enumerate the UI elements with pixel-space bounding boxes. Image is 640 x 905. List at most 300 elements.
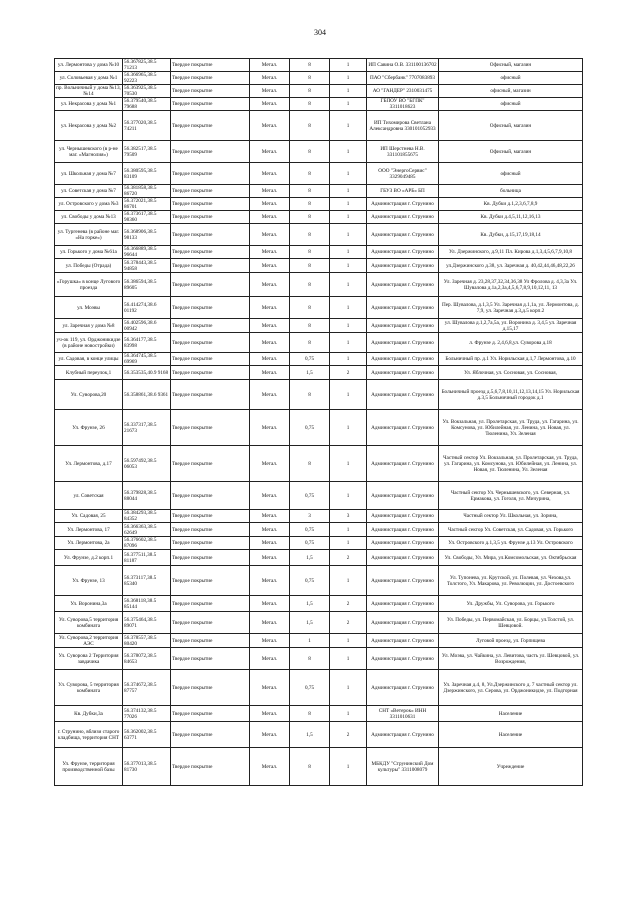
table-row	[55, 141, 583, 163]
coordinates-cell: 56.353535,40.9 9168	[123, 366, 171, 380]
waste-source-cell: больница	[439, 185, 583, 198]
address-cell: ул. Горького у дома №61а	[55, 246, 123, 259]
address-cell: ул. Некрасова у дома №1	[55, 98, 123, 111]
coverage-cell: Твердое покрытие	[171, 634, 250, 648]
container-count-cell: 1	[330, 273, 367, 297]
container-count-cell: 1	[330, 353, 367, 366]
area-cell: 8	[290, 706, 330, 722]
address-cell: ул. Некрасова у дома №2	[55, 111, 123, 141]
material-cell: Метал.	[250, 98, 290, 111]
waste-source-cell: Пер. Шувалова, д.1,3,5 Ул. Заречная д.1,1а, ул. Лермонтова, д. 7,9, ул. Заречная д.3,д.5 корп.2	[439, 297, 583, 319]
area-cell: 8	[290, 211, 330, 224]
material-cell: Метал.	[250, 297, 290, 319]
table-row	[55, 706, 583, 722]
material-cell: Метал.	[250, 410, 290, 446]
material-cell: Метал.	[250, 722, 290, 748]
table-row	[55, 550, 583, 566]
waste-source-cell: Кв. Дубки д.1,2,3,6,7,8,9	[439, 198, 583, 211]
table-row	[55, 297, 583, 319]
area-cell: 8	[290, 198, 330, 211]
owner-cell: Администрация г. Струнино	[367, 198, 439, 211]
coverage-cell: Твердое покрытие	[171, 482, 250, 510]
coverage-cell: Твердое покрытие	[171, 259, 250, 273]
coverage-cell: Твердое покрытие	[171, 141, 250, 163]
coverage-cell: Твердое покрытие	[171, 273, 250, 297]
waste-source-cell: Офисный, магазин	[439, 141, 583, 163]
owner-cell: Администрация г. Струнино	[367, 446, 439, 482]
waste-source-cell: Больничный проезд д.5,6,7,8,10,11,12,13,14,15 Ул. Норильская д.3,5 Больничный городок д.1	[439, 380, 583, 410]
waste-source-cell: офисный	[439, 163, 583, 185]
area-cell: 8	[290, 246, 330, 259]
coverage-cell: Твердое покрытие	[171, 523, 250, 537]
material-cell: Метал.	[250, 163, 290, 185]
table-row	[55, 446, 583, 482]
container-count-cell: 1	[330, 297, 367, 319]
area-cell: 8	[290, 380, 330, 410]
address-cell: Ул. Суворова,20	[55, 380, 123, 410]
table-row	[55, 185, 583, 198]
table-row	[55, 98, 583, 111]
owner-cell: Администрация г. Струнино	[367, 612, 439, 634]
address-cell: ул. Тургенева (в районе маг. «На горке»)	[55, 224, 123, 246]
coordinates-cell: 56.374672,38.5 87757	[123, 670, 171, 706]
area-cell: 8	[290, 648, 330, 670]
table-row	[55, 596, 583, 612]
area-cell: 0,75	[290, 537, 330, 550]
area-cell: 8	[290, 85, 330, 98]
material-cell: Метал.	[250, 634, 290, 648]
container-count-cell: 1	[330, 333, 367, 353]
address-cell: Ул. Суворова,2 территория АЭС	[55, 634, 123, 648]
container-count-cell: 1	[330, 380, 367, 410]
address-cell: Ул. Садовая, 25	[55, 510, 123, 523]
coordinates-cell: 56.377020,38.5 74211	[123, 111, 171, 141]
address-cell: Ул. Фрунзе, территория производственной базы	[55, 748, 123, 786]
area-cell: 8	[290, 333, 330, 353]
waste-source-cell: Больничный пр. д.1 Ул. Норильская д.1,7 Лермонтова, д.10	[439, 353, 583, 366]
table-row	[55, 333, 583, 353]
container-count-cell: 1	[330, 634, 367, 648]
owner-cell: Администрация г. Струнино	[367, 566, 439, 596]
coverage-cell: Твердое покрытие	[171, 410, 250, 446]
coverage-cell: Твердое покрытие	[171, 550, 250, 566]
coordinates-cell: 56.368118,38.5 85144	[123, 596, 171, 612]
area-cell: 8	[290, 141, 330, 163]
table-row	[55, 246, 583, 259]
container-count-cell: 1	[330, 537, 367, 550]
area-cell: 1,5	[290, 722, 330, 748]
table-row	[55, 482, 583, 510]
coverage-cell: Твердое покрытие	[171, 333, 250, 353]
material-cell: Метал.	[250, 537, 290, 550]
waste-source-cell: Ул. Победы, ул. Первомайская, ул. Борцы, ул.Толстой, ул. Шевцовой.	[439, 612, 583, 634]
container-count-cell: 1	[330, 446, 367, 482]
area-cell: 8	[290, 185, 330, 198]
area-cell: 1,5	[290, 366, 330, 380]
coordinates-cell: 56.374132,38.5 77026	[123, 706, 171, 722]
material-cell: Метал.	[250, 246, 290, 259]
table-row	[55, 748, 583, 786]
table-row	[55, 523, 583, 537]
coordinates-cell: 56.381858,38.5 86720	[123, 185, 171, 198]
material-cell: Метал.	[250, 748, 290, 786]
address-cell: г. Струнино, вблизи старого кладбища, территория СНТ	[55, 722, 123, 748]
container-count-cell: 1	[330, 224, 367, 246]
coverage-cell: Твердое покрытие	[171, 319, 250, 333]
table-row	[55, 85, 583, 98]
address-cell: ул. Советская у дома №7	[55, 185, 123, 198]
address-cell: Ул. Лермонтова, д.17	[55, 446, 123, 482]
coverage-cell: Твердое покрытие	[171, 163, 250, 185]
container-count-cell: 1	[330, 670, 367, 706]
container-count-cell: 1	[330, 259, 367, 273]
material-cell: Метал.	[250, 273, 290, 297]
coordinates-cell: 56.378557,38.5 80420	[123, 634, 171, 648]
coordinates-cell: 56.364177,38.5 83998	[123, 333, 171, 353]
owner-cell: Администрация г. Струнино	[367, 333, 439, 353]
coordinates-cell: 56.376602,38.5 87096	[123, 537, 171, 550]
table-row	[55, 319, 583, 333]
table-row	[55, 510, 583, 523]
waste-source-cell: Офисный, магазин	[439, 111, 583, 141]
waste-source-cell: Частный сектор Ул. Школьная, ул. Зорина,	[439, 510, 583, 523]
waste-source-cell: Частный сектор Ул. Чернышевского, ул. Северная, ул. Ермакова, ул. Гоголя, ул. Мичурина,	[439, 482, 583, 510]
waste-source-cell: л. Фрунзе д. 2,4,6,8,ул. Суворова д.18	[439, 333, 583, 353]
container-count-cell: 1	[330, 85, 367, 98]
coordinates-cell: 56.362002,38.5 63771	[123, 722, 171, 748]
owner-cell: Администрация г. Струнино	[367, 634, 439, 648]
owner-cell: Администрация г. Струнино	[367, 523, 439, 537]
coverage-cell: Твердое покрытие	[171, 612, 250, 634]
table-row	[55, 72, 583, 85]
waste-source-cell: Население	[439, 706, 583, 722]
owner-cell: Администрация г. Струнино	[367, 319, 439, 333]
coverage-cell: Твердое покрытие	[171, 446, 250, 482]
container-count-cell: 1	[330, 59, 367, 72]
waste-source-cell: Ул. Заречная д.4, 8, Ул.Дзержинского д. 7 частный сектор ул. Дзержинского, ул. Серова, ул. Орджоникидзе, ул. Подгорная	[439, 670, 583, 706]
table-row	[55, 224, 583, 246]
address-cell: ул. Соловьевая у дома №1	[55, 72, 123, 85]
owner-cell: Администрация г. Струнино	[367, 550, 439, 566]
coverage-cell: Твердое покрытие	[171, 510, 250, 523]
table-row	[55, 670, 583, 706]
table-row	[55, 537, 583, 550]
waste-source-cell: ул.Дзержинского д.38, ул. Заречная д. 40,42,44,46,48,22,26	[439, 259, 583, 273]
table-row	[55, 273, 583, 297]
owner-cell: Администрация г. Струнино	[367, 537, 439, 550]
owner-cell: Администрация г. Струнино	[367, 211, 439, 224]
coverage-cell: Твердое покрытие	[171, 722, 250, 748]
owner-cell: Администрация г. Струнино	[367, 297, 439, 319]
coverage-cell: Твердое покрытие	[171, 670, 250, 706]
container-count-cell: 1	[330, 748, 367, 786]
table-row	[55, 111, 583, 141]
table-row	[55, 566, 583, 596]
container-count-cell: 1	[330, 98, 367, 111]
coordinates-cell: 56.375464,38.5 89071	[123, 612, 171, 634]
container-count-cell: 1	[330, 111, 367, 141]
coordinates-cell: 56.366363,38.5 62649	[123, 523, 171, 537]
waste-source-cell: офисный	[439, 98, 583, 111]
container-count-cell: 2	[330, 596, 367, 612]
coordinates-cell: 56.366965,38.5 92223	[123, 72, 171, 85]
area-cell: 0,75	[290, 353, 330, 366]
waste-source-cell: Ул. Свободы, Ул. Мира, ул.Комсомольская, ул. Октябрьская	[439, 550, 583, 566]
coordinates-cell: 56.378443,38.5 94858	[123, 259, 171, 273]
waste-source-cell: Кв. Дубки д.4,5,11,12,16,13	[439, 211, 583, 224]
table-row	[55, 259, 583, 273]
area-cell: 8	[290, 111, 330, 141]
address-cell: Ул. Воронина,3а	[55, 596, 123, 612]
owner-cell: Администрация г. Струнино	[367, 670, 439, 706]
coordinates-cell: 56.379540,38.5 79688	[123, 98, 171, 111]
owner-cell: ИП Тихомирова Светлана Александровна 330101052933	[367, 111, 439, 141]
waste-source-cell: Кв. Дубки, д.15,17,19,18,14	[439, 224, 583, 246]
coordinates-cell: 56.364745,38.5 69969	[123, 353, 171, 366]
owner-cell: Администрация г. Струнино	[367, 722, 439, 748]
table-row	[55, 198, 583, 211]
waste-source-cell: Ул. Яблочная, ул. Сосновая, ул. Сосновая,	[439, 366, 583, 380]
container-count-cell: 1	[330, 246, 367, 259]
material-cell: Метал.	[250, 333, 290, 353]
coverage-cell: Твердое покрытие	[171, 353, 250, 366]
address-cell: ул. Чернышевского (в р-не маг. «Магнолия»)	[55, 141, 123, 163]
address-cell: Ул. Фрунзе, 13	[55, 566, 123, 596]
coordinates-cell: 56.384293,38.5 84352	[123, 510, 171, 523]
area-cell: 0,75	[290, 566, 330, 596]
area-cell: 8	[290, 72, 330, 85]
area-cell: 8	[290, 59, 330, 72]
coordinates-cell: 56.378072,38.5 84653	[123, 648, 171, 670]
container-count-cell: 1	[330, 211, 367, 224]
coverage-cell: Твердое покрытие	[171, 537, 250, 550]
coverage-cell: Твердое покрытие	[171, 297, 250, 319]
coordinates-cell: 56.597492,38.5 06053	[123, 446, 171, 482]
table-row	[55, 648, 583, 670]
waste-source-cell: офисный, магазин	[439, 85, 583, 98]
waste-source-cell: Ул. Дзержинского, д.9,11 Пл. Кирова д.1,3,4,5,6,7,9,10,8	[439, 246, 583, 259]
table-row	[55, 722, 583, 748]
material-cell: Метал.	[250, 523, 290, 537]
material-cell: Метал.	[250, 706, 290, 722]
address-cell: ул. Заречная у дома №8	[55, 319, 123, 333]
area-cell: 3	[290, 510, 330, 523]
address-cell: ул. Свободы у дома №13	[55, 211, 123, 224]
address-cell: ул. Лермонтова у дома №10	[55, 59, 123, 72]
waste-source-cell: Население	[439, 722, 583, 748]
address-cell: Ул. Лермонтова, 2а	[55, 537, 123, 550]
material-cell: Метал.	[250, 353, 290, 366]
area-cell: 8	[290, 446, 330, 482]
waste-source-cell: Частный сектор Ул. Советская, ул. Садовая, ул. Горького	[439, 523, 583, 537]
material-cell: Метал.	[250, 111, 290, 141]
coordinates-cell: 56.402596,38.6 00942	[123, 319, 171, 333]
area-cell: 0,75	[290, 670, 330, 706]
coverage-cell: Твердое покрытие	[171, 566, 250, 596]
area-cell: 1	[290, 634, 330, 648]
table-body	[55, 59, 583, 786]
owner-cell: Администрация г. Струнино	[367, 596, 439, 612]
material-cell: Метал.	[250, 510, 290, 523]
owner-cell: ИП Савина О.В. 331100136702	[367, 59, 439, 72]
coordinates-cell: 56.373617,38.5 98360	[123, 211, 171, 224]
material-cell: Метал.	[250, 648, 290, 670]
coordinates-cell: 56.414274,38.6 01192	[123, 297, 171, 319]
container-count-cell: 2	[330, 612, 367, 634]
waste-source-cell: Частный сектор Ул. Вокзальная, ул. Пролетарская, ул. Труда, ул. Гагарина, ул. Комсунова, ул. Юбилейная, ул. Ленина, ул. Новая, ул. Тюленина, Ул. Зеленая	[439, 446, 583, 482]
owner-cell: Администрация г. Струнино	[367, 353, 439, 366]
page-number: 304	[314, 28, 326, 37]
coordinates-cell: 56.386594,38.5 89605	[123, 273, 171, 297]
material-cell: Метал.	[250, 141, 290, 163]
area-cell: 8	[290, 98, 330, 111]
coverage-cell: Твердое покрытие	[171, 185, 250, 198]
address-cell: ул. Победы (Отрада)	[55, 259, 123, 273]
area-cell: 0,75	[290, 523, 330, 537]
address-cell: Клубный переулок,1	[55, 366, 123, 380]
waste-source-cell: Ул. Вокзальная, ул. Пролетарская, ул. Труда, ул. Гагарина, ул. Комсунова, ул. Юбилейная, ул. Ленина, ул. Новая, ул. Тюленина, Ул. Зеленая	[439, 410, 583, 446]
coordinates-cell: 56.377511,38.5 81187	[123, 550, 171, 566]
container-count-cell: 1	[330, 163, 367, 185]
table-row	[55, 59, 583, 72]
container-count-cell: 1	[330, 706, 367, 722]
owner-cell: Администрация г. Струнино	[367, 482, 439, 510]
area-cell: 0,75	[290, 482, 330, 510]
table-row	[55, 211, 583, 224]
area-cell: 8	[290, 319, 330, 333]
coordinates-cell: 56.372021,38.5 86701	[123, 198, 171, 211]
address-cell: пр. Вольничный у дома №13, №14	[56, 85, 121, 97]
coordinates-cell: 56.367825,38.5 71213	[123, 59, 171, 72]
owner-cell: Администрация г. Струнино	[367, 510, 439, 523]
waste-source-cell: Ул. Заречная д. 23,28,37,32,34,36,38 Ул Фролова д. 4,3,3а Ул. Шувалова д.1а,2,3а,4,5,6,7,8,9,10,12,11, 13	[439, 273, 583, 297]
material-cell: Метал.	[250, 198, 290, 211]
owner-cell: ГБУЗ ВО «АРБ» БП	[367, 185, 439, 198]
material-cell: Метал.	[250, 366, 290, 380]
coverage-cell: Твердое покрытие	[171, 380, 250, 410]
area-cell: 1,5	[290, 550, 330, 566]
address-cell: Кв. Дубки,3а	[55, 706, 123, 722]
owner-cell: Администрация г. Струнино	[367, 648, 439, 670]
container-count-cell: 1	[330, 185, 367, 198]
waste-source-cell: Учреждение	[439, 748, 583, 786]
waste-source-cell: офисный	[439, 72, 583, 85]
waste-source-cell: Ул. Тупонева, ул. Крутской, ул. Полевая, ул. Чехова,ул. Толстого, Ул. Макарова, ул. Революции, ул. Достоевского	[439, 566, 583, 596]
owner-cell: Администрация г. Струнино	[367, 259, 439, 273]
address-cell: ул. Школьная у дома №7	[55, 163, 123, 185]
waste-source-cell: Ул. Островского д.1,3,5 ул. Фрунзе д.13 Ул. Островского	[439, 537, 583, 550]
area-cell: 8	[290, 259, 330, 273]
material-cell: Метал.	[250, 319, 290, 333]
area-cell: 8	[290, 748, 330, 786]
area-cell: 8	[290, 163, 330, 185]
coverage-cell: Твердое покрытие	[171, 59, 250, 72]
waste-source-cell: ул. Шувалова д.1,2,7а,5а, ул. Воронина д. 3,4,5 ул. Заречная д.15,17	[439, 319, 583, 333]
table-row	[55, 634, 583, 648]
address-cell: Ул. Лермонтова, 17	[55, 523, 123, 537]
container-count-cell: 1	[330, 198, 367, 211]
material-cell: Метал.	[250, 596, 290, 612]
coverage-cell: Твердое покрытие	[171, 98, 250, 111]
address-cell: ул. Советская	[55, 482, 123, 510]
material-cell: Метал.	[250, 566, 290, 596]
container-count-cell: 1	[330, 482, 367, 510]
waste-source-cell: Ул. Дружбы, Ул. Суворова, ул. Горького	[439, 596, 583, 612]
owner-cell: СНТ «Ветерок» ИНН 3311010631	[367, 706, 439, 722]
address-cell: Ул. Фрунзе, 26	[55, 410, 123, 446]
table-row	[55, 410, 583, 446]
owner-cell: Администрация г. Струнино	[367, 273, 439, 297]
waste-source-cell: Офисный, магазин	[439, 59, 583, 72]
coordinates-cell: 56.366889,38.5 96644	[123, 246, 171, 259]
owner-cell: ИП Шерстнева Н.В. 331101855675	[367, 141, 439, 163]
owner-cell: ООО "ЭнергоСервис" 3329049485	[367, 163, 439, 185]
material-cell: Метал.	[250, 550, 290, 566]
container-count-cell: 1	[330, 410, 367, 446]
material-cell: Метал.	[250, 612, 290, 634]
address-cell: уч-ок 119, ул. Орджоникидзе (в районе новостройки)	[55, 333, 123, 353]
address-cell: Ул. Суворова, 5 территория комбината	[55, 670, 123, 706]
material-cell: Метал.	[250, 446, 290, 482]
area-cell: 1,5	[290, 612, 330, 634]
table-row	[55, 380, 583, 410]
coverage-cell: Твердое покрытие	[171, 198, 250, 211]
material-cell: Метал.	[250, 482, 290, 510]
container-count-cell: 1	[330, 141, 367, 163]
area-cell: 8	[290, 224, 330, 246]
material-cell: Метал.	[250, 211, 290, 224]
coordinates-cell: 56.377013,38.5 81730	[123, 748, 171, 786]
material-cell: Метал.	[250, 670, 290, 706]
coordinates-cell: 56.337317,38.5 21673	[123, 410, 171, 446]
address-cell: ул. Островского у дома №3	[55, 198, 123, 211]
coordinates-cell: 56.380595,38.5 83109	[123, 163, 171, 185]
owner-cell: Администрация г. Струнино	[367, 366, 439, 380]
owner-cell: Администрация г. Струнино	[367, 380, 439, 410]
container-count-cell: 2	[330, 366, 367, 380]
container-sites-table	[54, 58, 583, 786]
container-count-cell: 1	[330, 72, 367, 85]
container-count-cell: 2	[330, 550, 367, 566]
coverage-cell: Твердое покрытие	[171, 224, 250, 246]
container-count-cell: 1	[330, 523, 367, 537]
area-cell: 1,5	[290, 596, 330, 612]
material-cell: Метал.	[250, 59, 290, 72]
waste-source-cell: Луговой проезд, ул. Горпищева	[439, 634, 583, 648]
owner-cell: Администрация г. Струнино	[367, 224, 439, 246]
owner-cell: ПАО "Сбербанк" 7707083893	[367, 72, 439, 85]
container-count-cell: 1	[330, 566, 367, 596]
material-cell: Метал.	[250, 259, 290, 273]
owner-cell: АО "ГАНДЕР" 2310031475	[367, 85, 439, 98]
coordinates-cell: 56.373117,38.5 85340	[123, 566, 171, 596]
material-cell: Метал.	[250, 85, 290, 98]
address-cell: «Горушка» в конце Лугового проезда	[55, 273, 123, 297]
coverage-cell: Твердое покрытие	[171, 246, 250, 259]
coverage-cell: Твердое покрытие	[171, 366, 250, 380]
address-cell: Ул. Суворова 2 Территория завдачика	[55, 648, 123, 670]
coordinates-cell: 56.358861,38.6 9361	[123, 380, 171, 410]
coordinates-cell: 56.379828,38.5 88044	[123, 482, 171, 510]
coverage-cell: Твердое покрытие	[171, 706, 250, 722]
owner-cell: ГБПОУ ВО "БГПК" 3311018623	[367, 98, 439, 111]
table-row	[55, 353, 583, 366]
material-cell: Метал.	[250, 72, 290, 85]
owner-cell: МБКДУ "Струнинский Дом культуры" 3311008079	[367, 748, 439, 786]
table-row	[55, 366, 583, 380]
waste-source-cell: Ул. Моэва, ул. Чайкина, ул. Левитова, часть ул. Шевцовой, ул. Возрождения,	[439, 648, 583, 670]
table-row	[55, 612, 583, 634]
